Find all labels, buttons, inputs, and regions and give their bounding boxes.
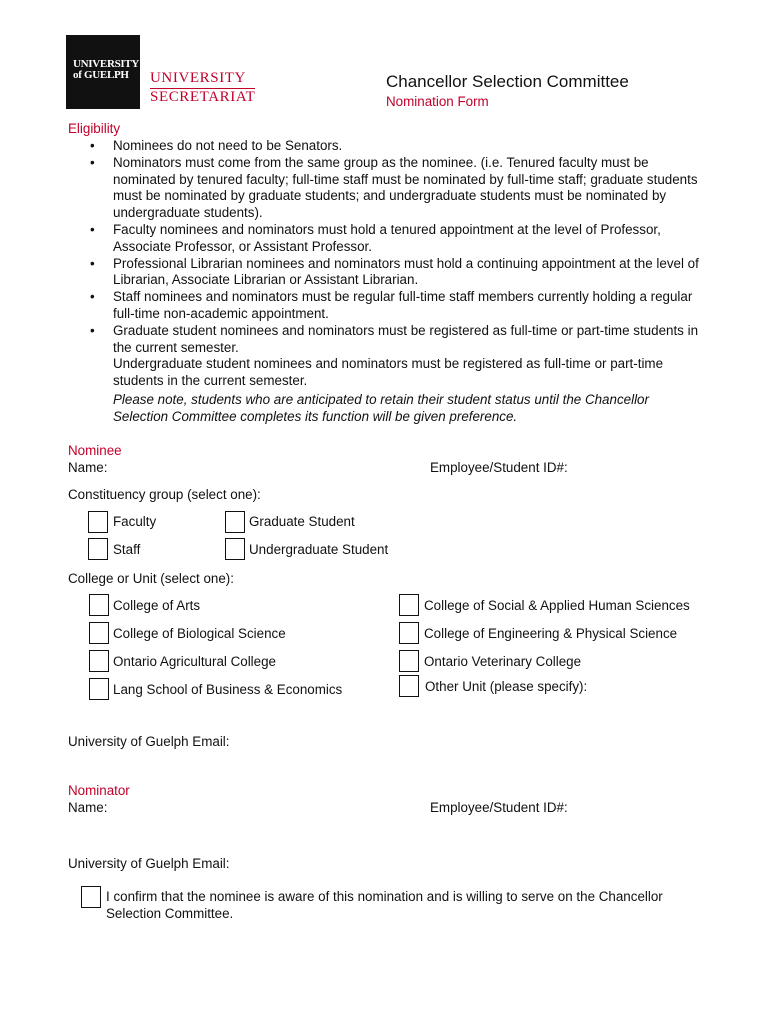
eligibility-item: • Staff nominees and nominators must be regular full-time staff members currently holding a regular full-time non-academic appointment. [84,289,704,323]
nominee-heading: Nominee [68,443,122,458]
logo-line-1: UNIVERSITY [73,58,140,70]
college-social-applied-checkbox[interactable] [399,594,419,616]
ontario-veterinary-checkbox[interactable] [399,650,419,672]
ontario-agricultural-checkbox[interactable] [89,650,109,672]
ontario-veterinary-label: Ontario Veterinary College [424,654,582,669]
university-of-guelph-logo [66,35,140,109]
college-of-arts-checkbox[interactable] [89,594,109,616]
college-biological-checkbox[interactable] [89,622,109,644]
graduate-student-option-label: Graduate Student [249,514,355,529]
lang-school-checkbox[interactable] [89,678,109,700]
college-of-arts-label: College of Arts [113,598,201,613]
brand-line-2: SECRETARIAT [150,89,256,105]
confirm-checkbox[interactable] [81,886,101,908]
eligibility-item: • Graduate student nominees and nominators must be registered as full-time or part-time students in the current semester. [84,323,704,357]
college-biological-label: College of Biological Science [113,626,286,641]
college-social-applied-label: College of Social & Applied Human Sciences [424,598,690,613]
page-title: Chancellor Selection Committee [386,72,629,91]
eligibility-item: • Professional Librarian nominees and nominators must hold a continuing appointment at the level of Librarian, Associate Librarian or Assistant Librarian. [84,256,704,290]
confirm-text: I confirm that the nominee is aware of this nomination and is willing to serve on the Chancellor Selection Committee. [106,889,663,921]
college-engineering-label: College of Engineering & Physical Science [424,626,678,641]
nominee-name-label: Name: [68,460,108,475]
logo-line-2: of GUELPH [73,69,129,81]
secretariat-brand [150,70,255,106]
undergraduate-student-option-label: Undergraduate Student [249,542,389,557]
lang-school-label: Lang School of Business & Economics [113,682,343,697]
faculty-option-label: Faculty [113,514,157,529]
other-unit-label: Other Unit (please specify): [425,679,588,694]
nominator-id-label: Employee/Student ID#: [430,800,568,815]
undergraduate-student-checkbox[interactable] [225,538,245,560]
eligibility-item: • Nominees do not need to be Senators. [84,138,704,155]
college-label: College or Unit (select one): [68,571,234,586]
graduate-student-checkbox[interactable] [225,511,245,533]
college-engineering-checkbox[interactable] [399,622,419,644]
eligibility-item: • Nominators must come from the same group as the nominee. (i.e. Tenured faculty must be nominated by tenured faculty; full-time staff must be nominated by full-time staff; graduate students must be nominated by graduate students; and undergraduate students must be nominated by undergraduate students). [84,155,704,222]
nominator-heading: Nominator [68,783,130,798]
staff-option-label: Staff [113,542,141,557]
ontario-agricultural-label: Ontario Agricultural College [113,654,277,669]
eligibility-item: • Faculty nominees and nominators must hold a tenured appointment at the level of Professor, Associate Professor, or Assistant Professor. [84,222,704,256]
eligibility-extra: Undergraduate student nominees and nominators must be registered as full-time or part-time students in the current semester. [113,356,664,389]
eligibility-heading: Eligibility [68,121,121,136]
brand-line-1: UNIVERSITY [150,70,246,86]
nominee-email-label: University of Guelph Email: [68,734,230,749]
constituency-label: Constituency group (select one): [68,487,261,502]
nominee-id-label: Employee/Student ID#: [430,460,568,475]
page-subtitle: Nomination Form [386,94,489,109]
faculty-checkbox[interactable] [88,511,108,533]
eligibility-note: Please note, students who are anticipated to retain their student status until the Chancellor Selection Committee completes its function will be given preference. [113,391,649,424]
nominator-name-label: Name: [68,800,108,815]
other-unit-checkbox[interactable] [399,675,419,697]
nominator-email-label: University of Guelph Email: [68,856,230,871]
staff-checkbox[interactable] [88,538,108,560]
eligibility-list [84,138,704,426]
